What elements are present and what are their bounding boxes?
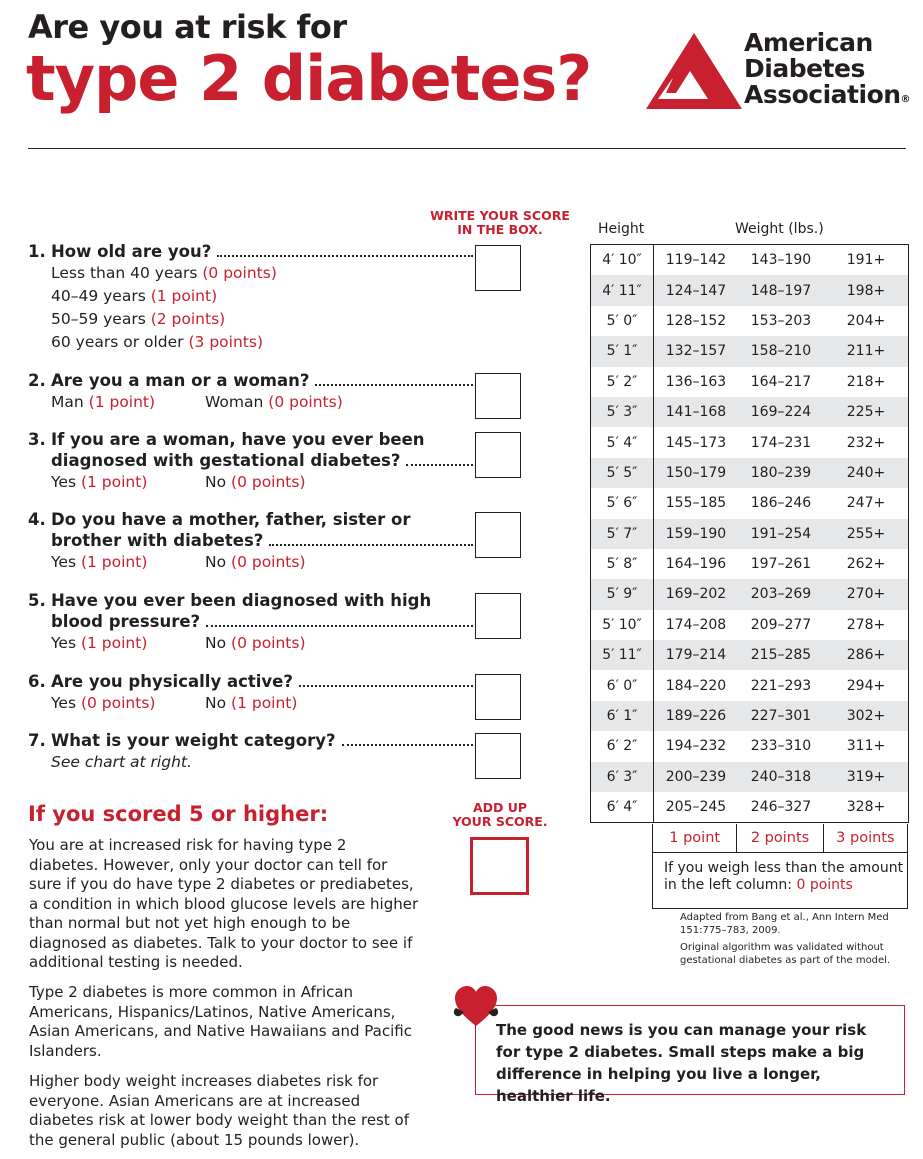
weight-range-cell: 186–246 (750, 495, 812, 512)
weight-range-cell: 262+ (846, 556, 886, 573)
height-cell: 5′ 0″ (591, 306, 654, 336)
weight-chart-row (591, 610, 908, 640)
logo-line-3 (744, 82, 910, 113)
weight-range-cell: 246–327 (750, 799, 812, 816)
write-score-line-1: WRITE YOUR SCORE (430, 208, 570, 223)
option-points: (1 point) (80, 473, 148, 491)
leader-dots (217, 255, 473, 257)
weight-chart-row (591, 275, 908, 305)
height-cell: 5′ 7″ (591, 519, 654, 549)
weight-chart-row (591, 245, 908, 275)
option (51, 692, 205, 715)
weight-chart-row (591, 488, 908, 518)
height-cell: 6′ 3″ (591, 762, 654, 792)
question-text-line-1: Have you ever been diagnosed with high (51, 591, 432, 610)
option (205, 692, 359, 715)
weight-range-cell: 286+ (846, 647, 886, 664)
question-text-line-1: If you are a woman, have you ever been (51, 430, 425, 449)
option-points: (1 point) (150, 287, 218, 305)
option-label: No (205, 634, 227, 652)
option-points: (1 point) (80, 553, 148, 571)
leader-dots (406, 464, 473, 466)
question-4 (28, 509, 473, 574)
height-cell: 5′ 6″ (591, 488, 654, 518)
weight-range-cell: 145–173 (665, 434, 727, 451)
question-text-line-1: Do you have a mother, father, sister or (51, 510, 411, 529)
title-line-2: type 2 diabetes? (26, 42, 592, 115)
question-number: 2. (28, 371, 46, 390)
less-weight-text: If you weigh less than the amount in the left column: (664, 860, 904, 893)
weight-range-cell: 294+ (846, 677, 886, 694)
option (205, 632, 359, 655)
option (205, 551, 359, 574)
height-cell: 6′ 4″ (591, 792, 654, 822)
score-box-5[interactable] (475, 593, 521, 639)
weight-range-cell: 203–269 (750, 586, 812, 603)
question-6 (28, 671, 473, 715)
weight-chart-row (591, 519, 908, 549)
weight-chart-row (591, 579, 908, 609)
height-cell: 5′ 1″ (591, 336, 654, 366)
height-cell: 5′ 9″ (591, 579, 654, 609)
weight-range-cell: 221–293 (750, 677, 812, 694)
weight-range-cell: 191+ (846, 252, 886, 269)
header-divider (28, 148, 906, 149)
option-points: (1 point) (231, 694, 298, 712)
option-label: No (205, 473, 227, 491)
option-label: 50–59 years (51, 310, 146, 328)
points-1: 1 point (653, 824, 737, 852)
height-cell: 4′ 10″ (591, 245, 654, 275)
height-cell: 5′ 11″ (591, 640, 654, 670)
weight-chart-row (591, 549, 908, 579)
question-3 (28, 429, 473, 494)
weight-chart-row (591, 670, 908, 700)
question-number: 5. (28, 591, 46, 610)
weight-range-cell: 194–232 (665, 738, 727, 755)
weight-range-cell: 200–239 (665, 768, 727, 785)
score-box-3[interactable] (475, 432, 521, 478)
height-cell: 5′ 3″ (591, 397, 654, 427)
height-cell: 5′ 2″ (591, 367, 654, 397)
weight-range-cell: 328+ (846, 799, 886, 816)
option (51, 285, 473, 308)
height-cell: 5′ 8″ (591, 549, 654, 579)
score-box-2[interactable] (475, 373, 521, 419)
ada-logo-text (744, 30, 910, 113)
height-cell: 5′ 10″ (591, 610, 654, 640)
height-cell: 6′ 1″ (591, 701, 654, 731)
weight-range-cell: 211+ (846, 343, 886, 360)
weight-column-header: Weight (lbs.) (735, 221, 824, 237)
option-points: (0 points) (231, 634, 306, 652)
weight-range-cell: 169–202 (665, 586, 727, 603)
option-points: (1 point) (80, 634, 148, 652)
title-line-1: Are you at risk for (28, 8, 347, 46)
points-row (652, 824, 908, 853)
weight-range-cell: 233–310 (750, 738, 812, 755)
question-text: Are you a man or a woman? (51, 371, 310, 390)
weight-range-cell: 255+ (846, 525, 886, 542)
height-cell: 6′ 0″ (591, 670, 654, 700)
weight-range-cell: 232+ (846, 434, 886, 451)
weight-chart-row (591, 640, 908, 670)
option (51, 471, 205, 494)
points-2: 2 points (737, 824, 823, 852)
leader-dots (206, 625, 473, 627)
score-box-4[interactable] (475, 512, 521, 558)
weight-range-cell: 158–210 (750, 343, 812, 360)
weight-range-cell: 164–196 (665, 556, 727, 573)
add-up-line-2: YOUR SCORE. (452, 814, 548, 829)
weight-chart-row (591, 731, 908, 761)
option-label: Yes (51, 473, 77, 491)
option-points: (0 points) (80, 694, 156, 712)
logo-line-2: Diabetes (744, 54, 865, 83)
weight-range-cell: 174–231 (750, 434, 812, 451)
question-number: 4. (28, 510, 46, 529)
option-points: (0 points) (231, 473, 306, 491)
weight-range-cell: 136–163 (665, 373, 727, 390)
weight-range-cell: 153–203 (750, 312, 812, 329)
weight-range-cell: 148–197 (750, 282, 812, 299)
weight-range-cell: 132–157 (665, 343, 727, 360)
option-points: (0 points) (268, 393, 343, 411)
weight-range-cell: 159–190 (665, 525, 727, 542)
leader-dots (269, 544, 473, 546)
question-note: See chart at right. (51, 753, 192, 771)
weight-chart-row (591, 336, 908, 366)
question-5 (28, 590, 473, 655)
result-paragraph-2: Type 2 diabetes is more common in African Americans, Hispanics/Latinos, Native Americans, Asian Americans, and Native Hawaiians and Pacific Islanders. (29, 983, 412, 1060)
option-points: (0 points) (231, 553, 306, 571)
score-box-7[interactable] (475, 733, 521, 779)
question-text-line-2: brother with diabetes? (51, 531, 264, 550)
weight-range-cell: 119–142 (665, 252, 727, 269)
option (51, 331, 473, 354)
option-points: (2 points) (150, 310, 226, 328)
option-label: Less than 40 years (51, 264, 198, 282)
option-label: Man (51, 393, 84, 411)
weight-range-cell: 227–301 (750, 708, 812, 725)
option (51, 308, 473, 331)
points-3: 3 points (836, 830, 895, 846)
weight-range-cell: 128–152 (665, 312, 727, 329)
option-points: (3 points) (188, 333, 263, 351)
question-number: 7. (28, 731, 46, 750)
citation (680, 912, 905, 972)
weight-range-cell: 198+ (846, 282, 886, 299)
height-column-header: Height (598, 221, 645, 237)
heart-icon (452, 984, 500, 1028)
option-points: (1 point) (88, 393, 156, 411)
height-cell: 5′ 4″ (591, 427, 654, 457)
weight-range-cell: 155–185 (665, 495, 727, 512)
weight-range-cell: 141–168 (665, 404, 727, 421)
option-label: Woman (205, 393, 264, 411)
weight-chart-row (591, 397, 908, 427)
weight-range-cell: 215–285 (750, 647, 812, 664)
citation-line-1: Adapted from Bang et al., Ann Intern Med 151:775–783, 2009. (680, 912, 889, 936)
height-cell: 6′ 2″ (591, 731, 654, 761)
weight-range-cell: 184–220 (665, 677, 727, 694)
weight-range-cell: 174–208 (665, 616, 727, 633)
question-number: 6. (28, 672, 46, 691)
option (51, 632, 205, 655)
weight-range-cell: 302+ (846, 708, 886, 725)
question-2 (28, 370, 473, 414)
weight-range-cell: 319+ (846, 768, 886, 785)
weight-chart-row (591, 367, 908, 397)
option (51, 262, 473, 285)
result-heading: If you scored 5 or higher: (28, 802, 329, 826)
good-news-box: The good news is you can manage your risk for type 2 diabetes. Small steps make a big difference in helping you live a longer, healthier life. (475, 1005, 905, 1095)
question-number: 1. (28, 242, 46, 261)
question-1 (28, 241, 473, 354)
option-label: Yes (51, 634, 77, 652)
weight-range-cell: 169–224 (750, 404, 812, 421)
question-text: How old are you? (51, 242, 212, 261)
option-label: Yes (51, 694, 77, 712)
weight-chart-row (591, 306, 908, 336)
weight-range-cell: 278+ (846, 616, 886, 633)
weight-chart-row (591, 762, 908, 792)
weight-range-cell: 209–277 (750, 616, 812, 633)
question-text: What is your weight category? (51, 731, 336, 750)
result-paragraph-1: You are at increased risk for having type 2 diabetes. However, only your doctor can tell for sure if you do have type 2 diabetes or prediabetes, a condition in which blood glucose levels are higher than normal but not yet high enough to be diagnosed as diabetes. Talk to your doctor to see if additional testing is needed. (29, 836, 419, 971)
less-weight-note (652, 853, 908, 909)
option (51, 391, 205, 414)
weight-range-cell: 205–245 (665, 799, 727, 816)
ada-triangle-logo-icon (646, 33, 742, 109)
weight-range-cell: 143–190 (750, 252, 812, 269)
weight-range-cell: 197–261 (750, 556, 812, 573)
option-label: No (205, 694, 227, 712)
weight-range-cell: 311+ (846, 738, 886, 755)
weight-range-cell: 225+ (846, 404, 886, 421)
registered-mark: ® (900, 94, 911, 105)
question-7 (28, 730, 473, 774)
weight-chart-row (591, 427, 908, 457)
option-label: No (205, 553, 227, 571)
weight-chart-row (591, 792, 908, 822)
option-points: (0 points) (202, 264, 277, 282)
less-weight-points: 0 points (796, 877, 853, 893)
add-up-line-1: ADD UP (472, 800, 528, 815)
question-text-line-2: blood pressure? (51, 612, 201, 631)
question-number: 3. (28, 430, 46, 449)
option (205, 471, 359, 494)
weight-range-cell: 247+ (846, 495, 886, 512)
option (51, 551, 205, 574)
write-score-label (425, 209, 575, 237)
question-text-line-2: diagnosed with gestational diabetes? (51, 451, 401, 470)
result-paragraph-3: Higher body weight increases diabetes risk for everyone. Asian Americans are at increased diabetes risk at lower body weight than the rest of the general public (about 15 pounds lower). (29, 1072, 409, 1149)
score-box-6[interactable] (475, 674, 521, 720)
weight-range-cell: 218+ (846, 373, 886, 390)
weight-chart-row (591, 701, 908, 731)
option-label: 40–49 years (51, 287, 146, 305)
weight-range-cell: 240+ (846, 464, 886, 481)
logo-line-3-text: Association (744, 80, 901, 109)
weight-range-cell: 270+ (846, 586, 886, 603)
height-cell: 5′ 5″ (591, 458, 654, 488)
weight-range-cell: 204+ (846, 312, 886, 329)
write-score-line-2: IN THE BOX. (457, 222, 543, 237)
question-text: Are you physically active? (51, 672, 293, 691)
leader-dots (342, 744, 473, 746)
leader-dots (299, 685, 473, 687)
total-score-box[interactable] (470, 837, 529, 895)
logo-line-1: American (744, 28, 873, 57)
add-up-label (425, 801, 575, 829)
weight-range-cell: 164–217 (750, 373, 812, 390)
option (205, 391, 359, 414)
weight-range-cell: 191–254 (750, 525, 812, 542)
weight-range-cell: 150–179 (665, 464, 727, 481)
citation-line-2: Original algorithm was validated without gestational diabetes as part of the model. (680, 942, 891, 966)
weight-chart-row (591, 458, 908, 488)
weight-range-cell: 240–318 (750, 768, 812, 785)
weight-range-cell: 189–226 (665, 708, 727, 725)
option-label: Yes (51, 553, 77, 571)
option-label: 60 years or older (51, 333, 184, 351)
weight-range-cell: 180–239 (750, 464, 812, 481)
weight-chart-table (590, 244, 909, 823)
score-box-1[interactable] (475, 245, 521, 291)
leader-dots (315, 384, 473, 386)
weight-range-cell: 124–147 (665, 282, 727, 299)
weight-range-cell: 179–214 (665, 647, 727, 664)
height-cell: 4′ 11″ (591, 275, 654, 305)
